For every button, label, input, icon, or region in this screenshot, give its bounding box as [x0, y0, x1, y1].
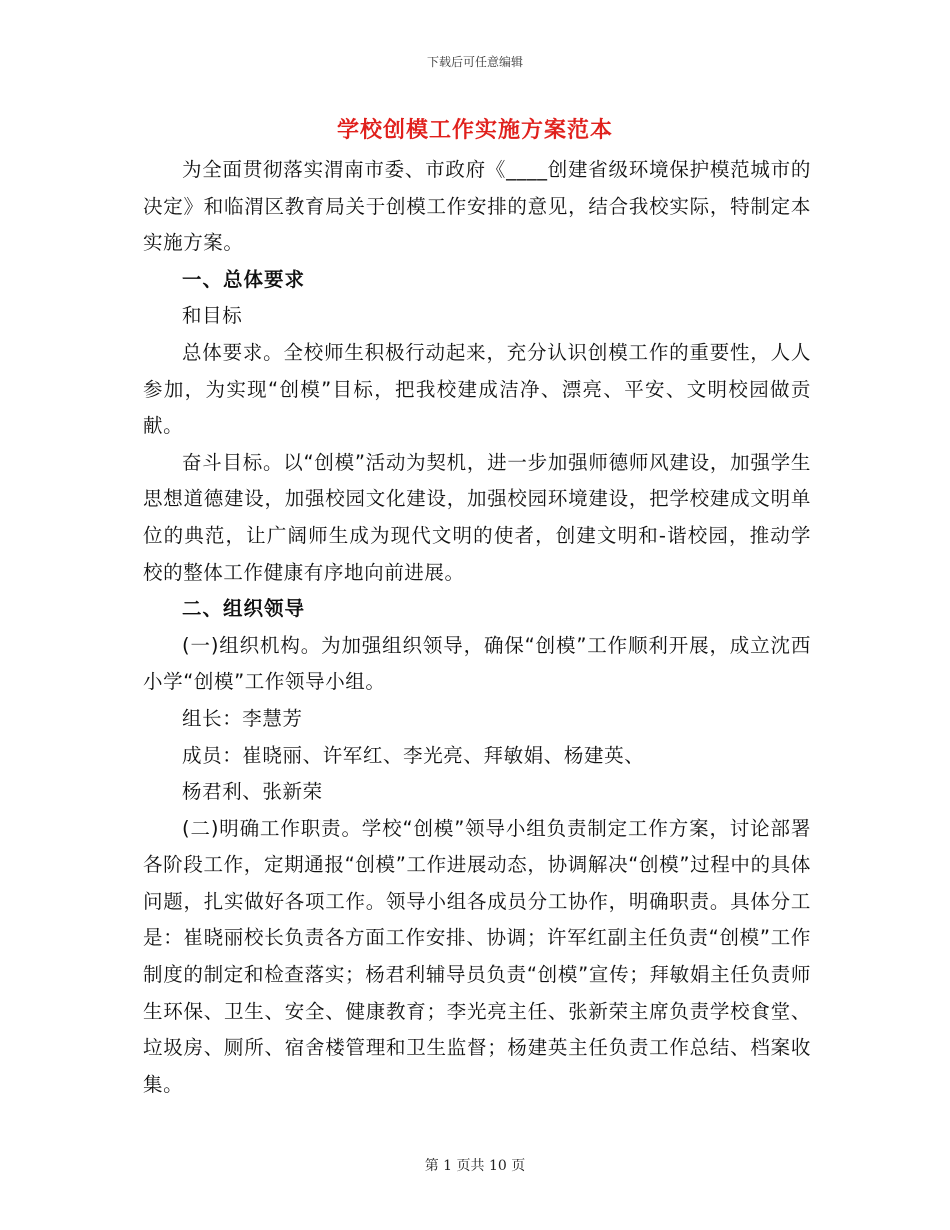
paragraph-general-requirements: 总体要求。全校师生积极行动起来，充分认识创模工作的重要性，人人参加，为实现“创模”目标，把我校建成洁净、漂亮、平安、文明校园做贡献。	[143, 340, 811, 438]
page-footer: 第 1 页共 10 页	[424, 1158, 526, 1174]
section-heading-general: 一、总体要求	[182, 267, 306, 291]
intro-paragraph: 为全面贯彻落实渭南市委、市政府《____创建省级环境保护模范城市的决定》和临渭区教育局关于创模工作安排的意见，结合我校实际，特制定本实施方案。	[143, 158, 811, 255]
paragraph-organization: (一)组织机构。为加强组织领导，确保“创模”工作顺利开展，成立沈西小学“创模”工作领导小组。	[143, 633, 811, 694]
document-body	[143, 152, 811, 1103]
paragraph-and-goals: 和目标	[182, 304, 243, 328]
paragraph-members: 成员：崔晓丽、许军红、李光亮、拜敏娟、杨建英、	[182, 743, 645, 767]
paragraph-responsibilities: (二)明确工作职责。学校“创模”领导小组负责制定工作方案，讨论部署各阶段工作，定期通报“创模”工作进展动态，协调解决“创模”过程中的具体问题，扎实做好各项工作。领导小组各成员分工协作，明确职责。具体分工是：崔晓丽校长负责各方面工作安排、协调；许军红副主任负责“创模”工作制度的制定和检查落实；杨君利辅导员负责“创模”宣传；拜敏娟主任负责师生环保、卫生、安全、健康教育；李光亮主任、张新荣主席负责学校食堂、垃圾房、厕所、宿舍楼管理和卫生监督；杨建英主任负责工作总结、档案收集。	[143, 816, 811, 1096]
document-title: 学校创模工作实施方案范本	[336, 118, 613, 143]
paragraph-leader: 组长：李慧芳	[182, 706, 303, 730]
header-note: 下载后可任意编辑	[426, 55, 523, 69]
paragraph-objectives: 奋斗目标。以“创模”活动为契机，进一步加强师德师风建设，加强学生思想道德建设，加强校园文化建设，加强校园环境建设，把学校建成文明单位的典范，让广阔师生成为现代文明的使者，创建文明和-谐校园，推动学校的整体工作健康有序地向前进展。	[143, 450, 811, 584]
paragraph-members-cont: 杨君利、张新荣	[182, 780, 323, 804]
section-heading-organization: 二、组织领导	[182, 597, 306, 621]
